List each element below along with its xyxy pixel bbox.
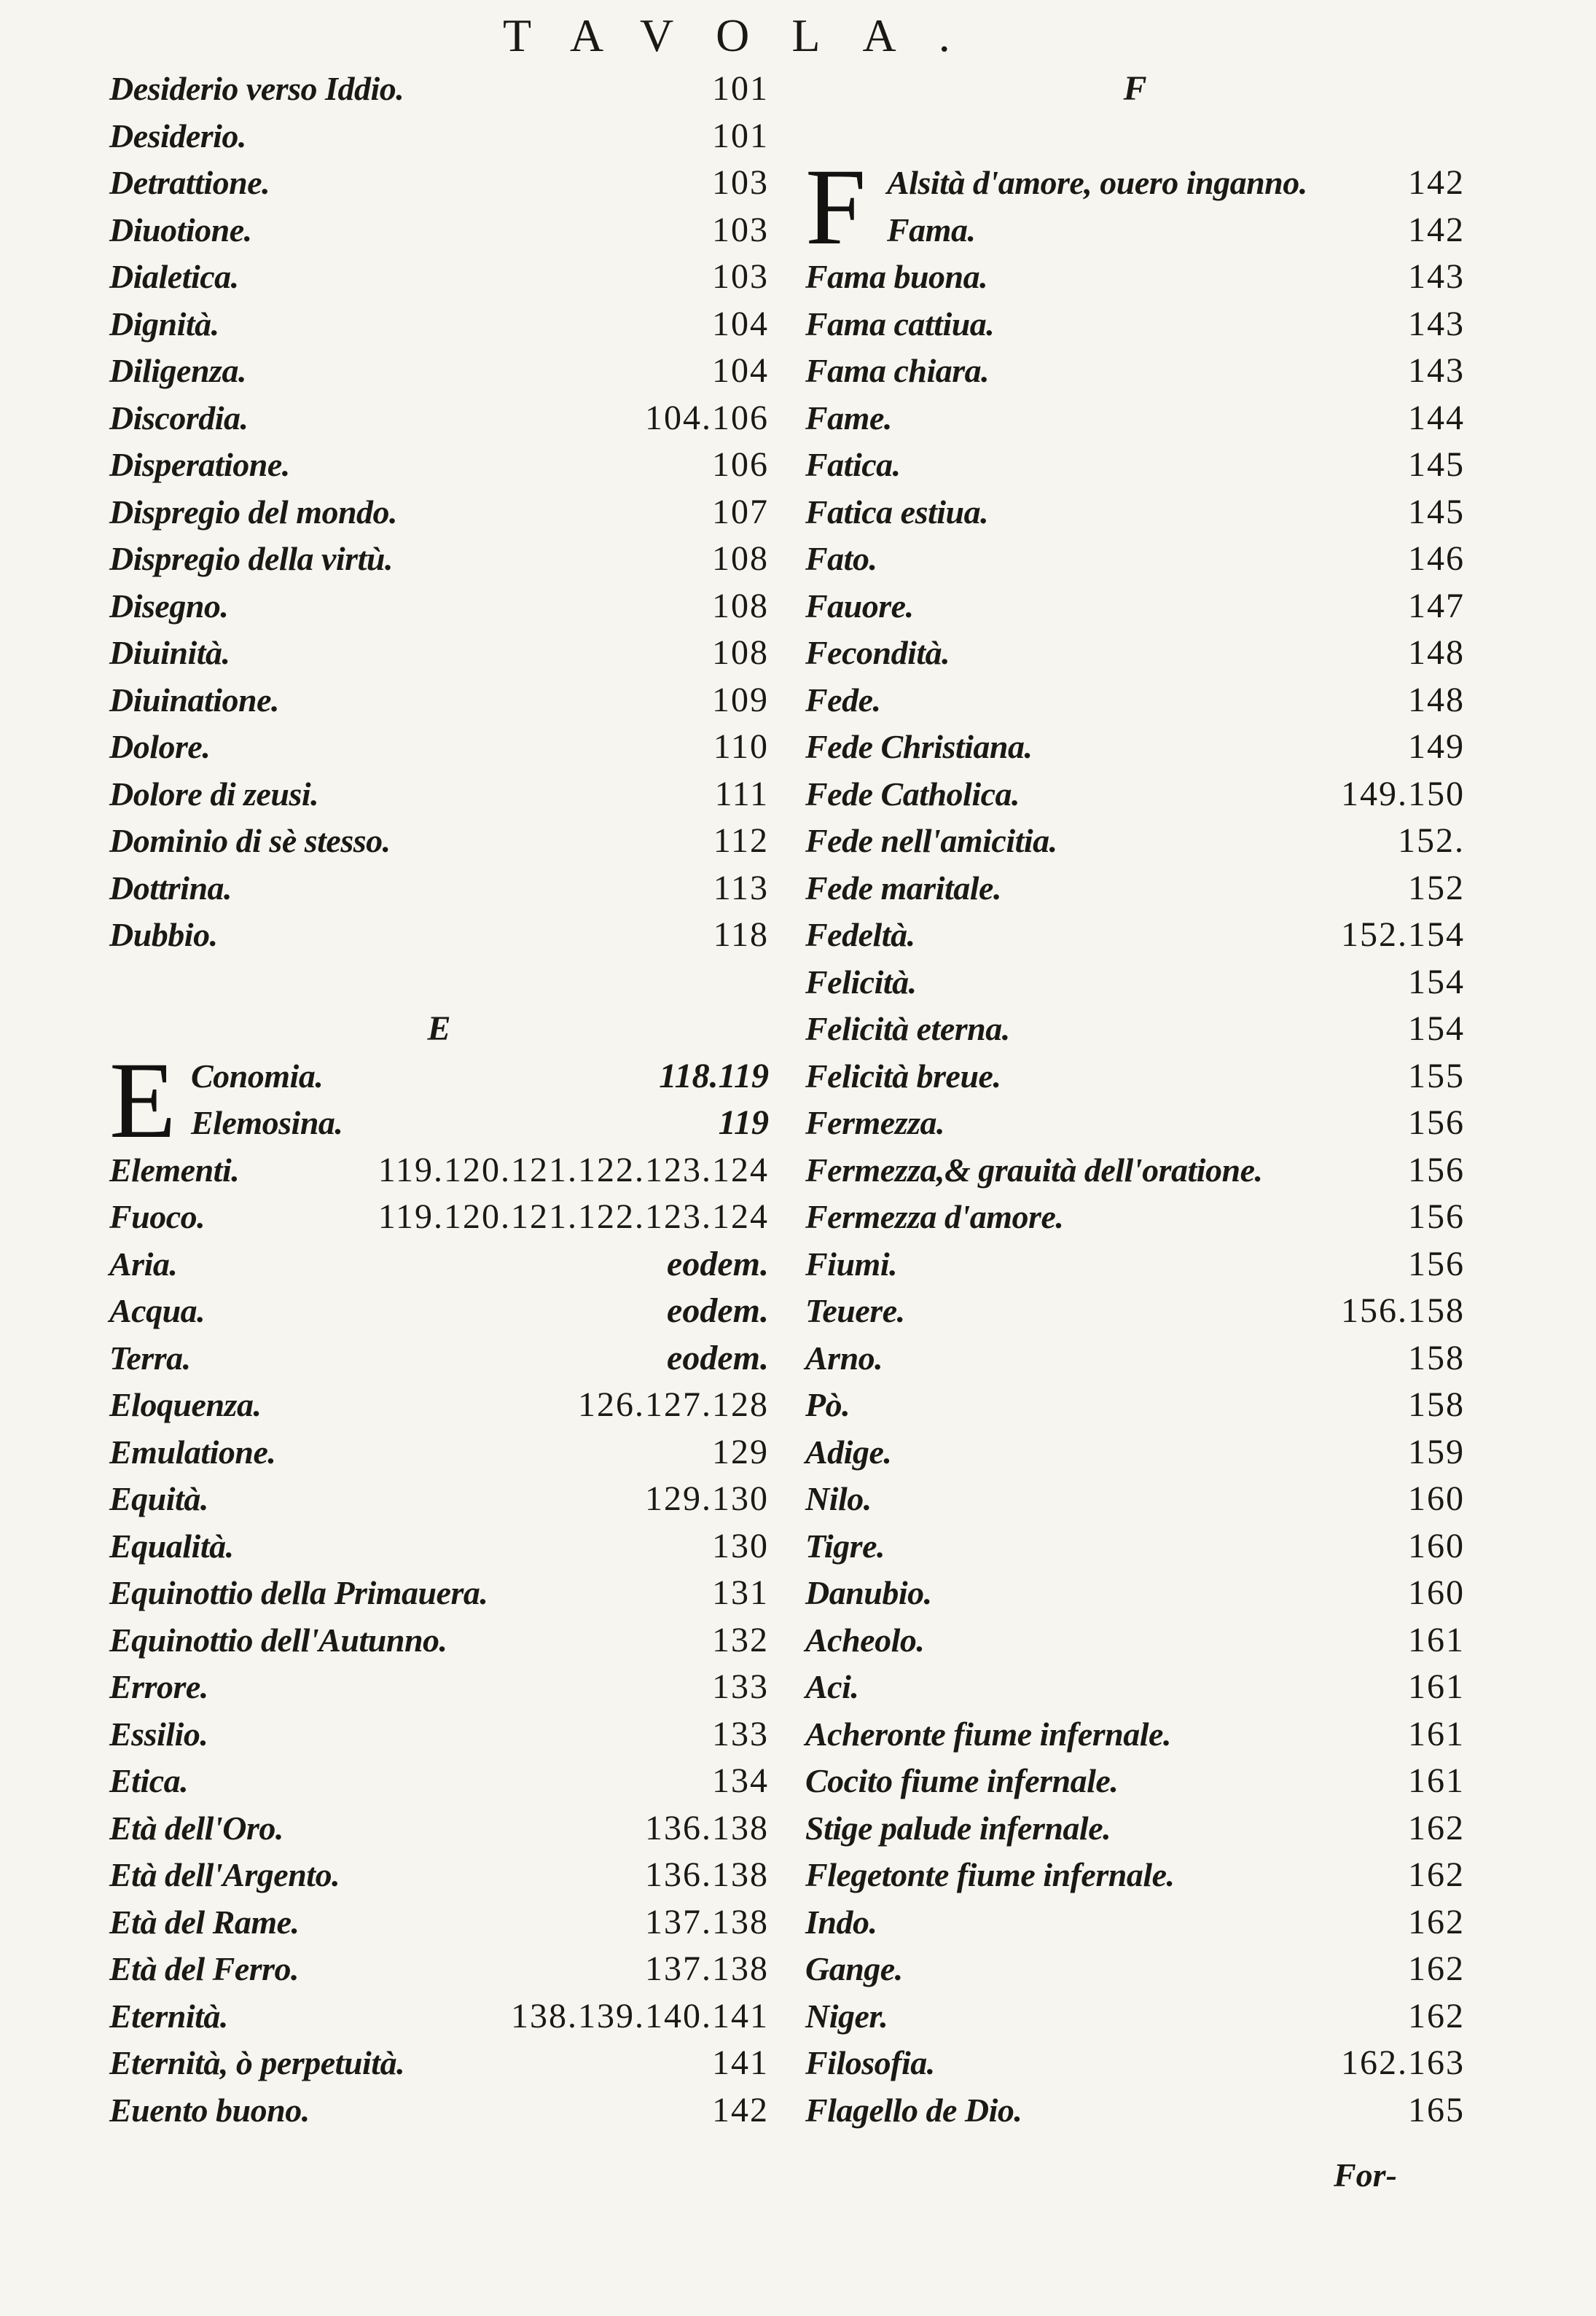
entry-page: 162 <box>1408 1808 1465 1847</box>
entry-page: 158 <box>1408 1385 1465 1424</box>
entry-page: 156 <box>1408 1103 1465 1142</box>
entry-page: 145 <box>1408 445 1465 484</box>
entry-term: Diuotione. <box>109 211 252 249</box>
entry-page: 148 <box>1408 680 1465 719</box>
entry-term: Aci. <box>805 1668 859 1705</box>
entry-term: Fama buona. <box>805 258 988 295</box>
drop-cap-e: E <box>109 1039 176 1161</box>
index-entry <box>805 1006 1465 1053</box>
index-entry <box>109 1570 769 1617</box>
entry-page: 145 <box>1408 492 1465 531</box>
index-entry <box>109 1429 769 1476</box>
index-entry <box>109 1335 769 1382</box>
index-entry <box>805 395 1465 442</box>
index-entry <box>109 630 769 677</box>
entry-page: 103 <box>712 210 769 249</box>
index-entry <box>109 1758 769 1805</box>
index-entry <box>109 1288 769 1335</box>
entry-page: 109 <box>712 680 769 719</box>
entry-page: 113 <box>713 868 769 907</box>
entry-page: 149.150 <box>1341 774 1465 813</box>
entry-term: Desiderio. <box>109 117 246 154</box>
index-entry <box>805 865 1465 912</box>
entry-term: Eloquenza. <box>109 1386 262 1423</box>
entry-term: Pò. <box>805 1386 850 1423</box>
entry-term: Flagello de Dio. <box>805 2091 1022 2129</box>
entry-page: 101 <box>712 69 769 108</box>
index-entry <box>109 724 769 771</box>
index-entry <box>805 1617 1465 1664</box>
entry-term: Disegno. <box>109 587 229 625</box>
index-entry <box>109 1852 769 1899</box>
index-entry <box>805 1382 1465 1429</box>
index-entry <box>805 1758 1465 1805</box>
index-entry <box>805 301 1465 348</box>
entry-term: Felicità. <box>805 963 917 1001</box>
entry-page: 119.120.121.122.123.124 <box>378 1150 769 1189</box>
entry-page: 101 <box>712 116 769 155</box>
index-entry <box>109 1194 769 1241</box>
entry-term: Equinottio dell'Autunno. <box>109 1621 447 1659</box>
entry-term: Equità. <box>109 1480 208 1517</box>
index-entry <box>805 1899 1465 1947</box>
entry-term: Fame. <box>805 399 892 437</box>
entry-page: 137.138 <box>645 1949 769 1988</box>
index-entry <box>805 912 1465 959</box>
entry-page: 137.138 <box>645 1902 769 1941</box>
drop-cap-f: F <box>805 146 867 267</box>
index-column-right <box>805 66 1465 2134</box>
index-entry <box>109 160 769 207</box>
entry-page: 118.119 <box>659 1056 769 1095</box>
entry-term: Fede. <box>805 681 881 719</box>
entry-term: Fatica estiua. <box>805 493 989 531</box>
page-header <box>0 10 1596 61</box>
entry-page: 156.158 <box>1341 1291 1465 1330</box>
entry-term: Desiderio verso Iddio. <box>109 70 404 107</box>
entry-page: 143 <box>1408 351 1465 390</box>
index-entry <box>805 1429 1465 1476</box>
entry-page: 104 <box>712 351 769 390</box>
entry-page: eodem. <box>667 1291 769 1330</box>
index-entry <box>109 771 769 818</box>
entry-term: Dottrina. <box>109 869 232 907</box>
index-entry <box>109 1476 769 1523</box>
entry-term: Felicità eterna. <box>805 1010 1010 1047</box>
entry-term: Disperatione. <box>109 446 290 483</box>
entry-term: Età del Ferro. <box>109 1950 300 1987</box>
index-entry <box>805 1476 1465 1523</box>
entry-term: Dialetica. <box>109 258 239 295</box>
catchword: For- <box>1334 2156 1397 2194</box>
index-entry <box>805 1664 1465 1711</box>
index-entry <box>109 301 769 348</box>
entry-term: Fermezza d'amore. <box>805 1198 1064 1235</box>
index-entry <box>109 1617 769 1664</box>
entry-page: 131 <box>712 1573 769 1612</box>
entry-page: 142 <box>712 2090 769 2129</box>
entry-page: 126.127.128 <box>578 1385 769 1424</box>
index-entry <box>109 1241 769 1288</box>
entry-page: 161 <box>1408 1620 1465 1659</box>
entry-term: Fama chiara. <box>805 352 990 389</box>
spacer-row <box>109 959 769 1006</box>
entry-term: Euento buono. <box>109 2091 310 2129</box>
entry-term: Dolore di zeusi. <box>109 775 319 813</box>
index-entry <box>109 2087 769 2135</box>
entry-term: Danubio. <box>805 1574 932 1611</box>
index-entry <box>109 66 769 113</box>
index-entry <box>109 1711 769 1758</box>
entry-page: 156 <box>1408 1150 1465 1189</box>
entry-term: Flegetonte fiume infernale. <box>805 1856 1175 1893</box>
index-entry <box>109 1147 769 1194</box>
entry-term: Fede maritale. <box>805 869 1001 907</box>
index-entry <box>805 1335 1465 1382</box>
entry-term: Fede Catholica. <box>805 775 1020 813</box>
index-entry <box>805 2040 1465 2087</box>
entry-page: 152.154 <box>1341 915 1465 954</box>
index-entry <box>109 348 769 395</box>
entry-term: Acqua. <box>109 1292 206 1329</box>
entry-term: Cocito fiume infernale. <box>805 1762 1119 1799</box>
index-entry <box>109 113 769 160</box>
index-entry <box>109 442 769 489</box>
entry-page: 149 <box>1408 727 1465 766</box>
entry-term: Diuinità. <box>109 634 230 671</box>
entry-term: Emulatione. <box>109 1433 276 1471</box>
section-letter-f: F <box>1123 69 1147 108</box>
spacer-row <box>805 113 1465 160</box>
entry-page: 130 <box>712 1526 769 1565</box>
index-entry <box>805 630 1465 677</box>
entry-page: 108 <box>712 539 769 578</box>
entry-page: 112 <box>713 821 769 860</box>
entry-term: Eternità, ò perpetuità. <box>109 2044 405 2081</box>
entry-term: Stige palude infernale. <box>805 1809 1111 1847</box>
entry-term: Eternità. <box>109 1997 228 2035</box>
index-entry <box>805 724 1465 771</box>
entry-page: 158 <box>1408 1338 1465 1377</box>
index-entry <box>805 677 1465 724</box>
index-entry <box>109 1805 769 1853</box>
entry-page: 143 <box>1408 304 1465 343</box>
index-entry <box>805 536 1465 583</box>
entry-page: 134 <box>712 1761 769 1800</box>
entry-term: Etica. <box>109 1762 189 1799</box>
entry-page: eodem. <box>667 1244 769 1283</box>
index-entry <box>805 1100 1465 1147</box>
entry-term: Errore. <box>109 1668 208 1705</box>
index-entry <box>109 207 769 254</box>
index-entry <box>805 1711 1465 1758</box>
index-entry <box>109 254 769 301</box>
index-entry <box>805 442 1465 489</box>
entry-page: 141 <box>712 2043 769 2082</box>
index-entry <box>109 865 769 912</box>
entry-term: Età dell'Oro. <box>109 1809 283 1847</box>
index-entry <box>805 1147 1465 1194</box>
entry-page: 143 <box>1408 257 1465 296</box>
entry-term: Essilio. <box>109 1715 208 1753</box>
index-entry <box>805 348 1465 395</box>
index-entry <box>805 1805 1465 1853</box>
entry-page: 146 <box>1408 539 1465 578</box>
entry-term: Fama cattiua. <box>805 305 995 343</box>
entry-term: Dubbio. <box>109 916 218 953</box>
entry-term: Fecondità. <box>805 634 950 671</box>
index-entry <box>109 1523 769 1570</box>
entry-term: Fede nell'amicitia. <box>805 822 1057 859</box>
entry-term: Fauore. <box>805 587 914 625</box>
entry-term: Arno. <box>805 1339 883 1377</box>
entry-page: 108 <box>712 633 769 672</box>
section-letter-e: E <box>427 1009 451 1048</box>
entry-term: Dispregio del mondo. <box>109 493 398 531</box>
entry-term: Fato. <box>805 540 877 577</box>
entry-term: Detrattione. <box>109 164 270 201</box>
entry-term: Alsità d'amore, ouero inganno. <box>887 164 1307 201</box>
index-entry <box>805 1993 1465 2041</box>
index-entry <box>109 677 769 724</box>
entry-page: 111 <box>714 774 769 813</box>
index-entry <box>109 536 769 583</box>
entry-term: Età dell'Argento. <box>109 1856 340 1893</box>
index-entry <box>805 959 1465 1006</box>
entry-term: Elementi. <box>109 1151 240 1189</box>
entry-page: 162 <box>1408 1855 1465 1894</box>
entry-page: 136.138 <box>645 1808 769 1847</box>
entry-page: 133 <box>712 1667 769 1706</box>
index-entry <box>805 771 1465 818</box>
entry-term: Fermezza. <box>805 1104 944 1141</box>
entry-term: Nilo. <box>805 1480 872 1517</box>
entry-term: Acheolo. <box>805 1621 925 1659</box>
entry-term: Età del Rame. <box>109 1903 300 1941</box>
index-entry <box>805 2087 1465 2135</box>
index-entry <box>805 1241 1465 1288</box>
index-entry <box>109 1100 769 1147</box>
entry-term: Teuere. <box>805 1292 905 1329</box>
entry-page: 162 <box>1408 1949 1465 1988</box>
entry-page: 103 <box>712 163 769 202</box>
entry-term: Dominio di sè stesso. <box>109 822 391 859</box>
entry-term: Diuinatione. <box>109 681 280 719</box>
index-entry <box>805 818 1465 865</box>
entry-term: Filosofia. <box>805 2044 935 2081</box>
entry-page: 104.106 <box>645 398 769 437</box>
entry-page: 165 <box>1408 2090 1465 2129</box>
index-entry <box>109 489 769 536</box>
entry-term: Equalità. <box>109 1527 234 1565</box>
entry-page: 154 <box>1408 962 1465 1001</box>
entry-term: Indo. <box>805 1903 877 1941</box>
entry-term: Discordia. <box>109 399 249 437</box>
entry-term: Terra. <box>109 1339 191 1377</box>
entry-page: 161 <box>1408 1714 1465 1753</box>
entry-page: 162.163 <box>1341 2043 1465 2082</box>
entry-page: 108 <box>712 586 769 625</box>
entry-term: Dispregio della virtù. <box>109 540 393 577</box>
index-entry <box>805 1194 1465 1241</box>
entry-page: 138.139.140.141 <box>511 1996 769 2035</box>
entry-term: Niger. <box>805 1997 888 2035</box>
entry-term: Dignità. <box>109 305 219 343</box>
page-title: TAVOLA. <box>503 9 993 61</box>
entry-page: 142 <box>1408 163 1465 202</box>
index-entry <box>109 1993 769 2041</box>
entry-page: 159 <box>1408 1432 1465 1471</box>
entry-page: 147 <box>1408 586 1465 625</box>
entry-term: Gange. <box>805 1950 903 1987</box>
entry-term: Acheronte fiume infernale. <box>805 1715 1171 1753</box>
index-entry <box>805 1946 1465 1993</box>
index-entry <box>109 2040 769 2087</box>
entry-page: 162 <box>1408 1902 1465 1941</box>
entry-page: eodem. <box>667 1338 769 1377</box>
entry-page: 160 <box>1408 1479 1465 1518</box>
index-entry <box>109 912 769 959</box>
entry-term: Equinottio della Primauera. <box>109 1574 488 1611</box>
entry-page: 160 <box>1408 1573 1465 1612</box>
entry-term: Fermezza,& grauità dell'oratione. <box>805 1151 1263 1189</box>
entry-page: 136.138 <box>645 1855 769 1894</box>
entry-term: Fiumi. <box>805 1245 898 1283</box>
index-entry <box>109 1664 769 1711</box>
index-entry <box>805 489 1465 536</box>
entry-term: Elemosina. <box>191 1104 343 1141</box>
entry-term: Fedeltà. <box>805 916 915 953</box>
entry-page: 110 <box>713 727 769 766</box>
entry-term: Fatica. <box>805 446 901 483</box>
entry-page: 144 <box>1408 398 1465 437</box>
entry-page: 156 <box>1408 1244 1465 1283</box>
index-entry <box>805 1570 1465 1617</box>
index-entry <box>805 1523 1465 1570</box>
entry-page: 132 <box>712 1620 769 1659</box>
entry-page: 133 <box>712 1714 769 1753</box>
index-entry <box>805 583 1465 630</box>
entry-term: Fede Christiana. <box>805 728 1033 765</box>
index-entry <box>109 1382 769 1429</box>
index-entry <box>109 818 769 865</box>
entry-term: Adige. <box>805 1433 892 1471</box>
entry-page: 152 <box>1408 868 1465 907</box>
entry-page: 148 <box>1408 633 1465 672</box>
entry-page: 119.120.121.122.123.124 <box>378 1197 769 1236</box>
entry-page: 129 <box>712 1432 769 1471</box>
entry-page: 155 <box>1408 1056 1465 1095</box>
entry-page: 104 <box>712 304 769 343</box>
entry-term: Tigre. <box>805 1527 885 1565</box>
index-entry <box>805 207 1465 254</box>
index-entry <box>805 254 1465 301</box>
entry-page: 118 <box>713 915 769 954</box>
index-column-left <box>109 66 769 2134</box>
entry-page: 119 <box>718 1103 769 1142</box>
index-entry <box>109 1899 769 1947</box>
index-entry <box>805 1852 1465 1899</box>
entry-term: Diligenza. <box>109 352 246 389</box>
entry-page: 103 <box>712 257 769 296</box>
entry-term: Conomia. <box>191 1057 324 1095</box>
entry-term: Aria. <box>109 1245 178 1283</box>
entry-page: 154 <box>1408 1009 1465 1048</box>
entry-page: 106 <box>712 445 769 484</box>
entry-term: Dolore. <box>109 728 211 765</box>
entry-term: Fuoco. <box>109 1198 206 1235</box>
entry-page: 161 <box>1408 1761 1465 1800</box>
entry-page: 156 <box>1408 1197 1465 1236</box>
entry-page: 142 <box>1408 210 1465 249</box>
index-entry <box>109 583 769 630</box>
index-entry <box>805 1288 1465 1335</box>
entry-term: Felicità breue. <box>805 1057 1001 1095</box>
entry-term: Fama. <box>887 211 976 249</box>
entry-page: 160 <box>1408 1526 1465 1565</box>
index-entry <box>109 395 769 442</box>
entry-page: 129.130 <box>645 1479 769 1518</box>
entry-page: 162 <box>1408 1996 1465 2035</box>
entry-page: 152. <box>1398 821 1465 860</box>
index-entry <box>109 1946 769 1993</box>
index-entry <box>805 1053 1465 1100</box>
entry-page: 161 <box>1408 1667 1465 1706</box>
entry-page: 107 <box>712 492 769 531</box>
